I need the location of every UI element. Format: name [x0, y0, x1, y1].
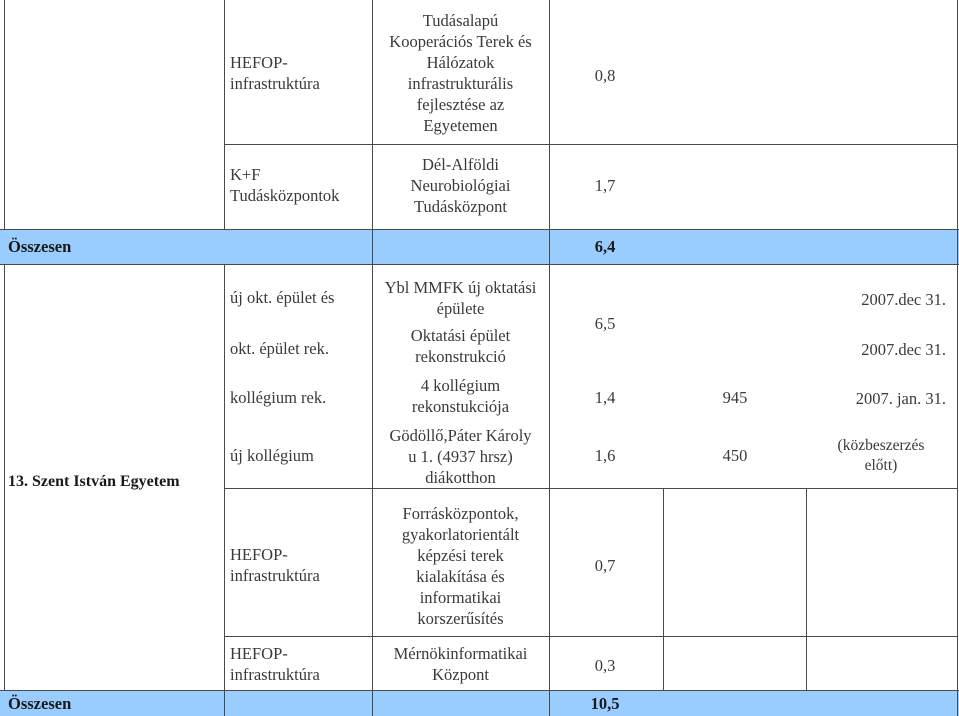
row-b-date: 2007.dec 31. — [861, 340, 946, 359]
row-d-amount: 1,6 — [594, 445, 616, 465]
grid-line — [224, 488, 958, 489]
row-d-program: új kollégium — [230, 446, 314, 465]
row1-program: HEFOP- infrastruktúra — [230, 52, 320, 93]
total-2-label: Összesen — [8, 693, 72, 713]
row-f-project: Mérnökinformatikai Központ — [393, 644, 528, 684]
row-c-amount: 1,4 — [594, 387, 616, 407]
grid-line — [224, 144, 958, 145]
total-1-amount: 6,4 — [594, 237, 616, 256]
row-a-program: új okt. épület és — [230, 288, 335, 307]
row-a-project: Ybl MMFK új oktatási épülete — [384, 278, 537, 318]
grid-line — [549, 0, 550, 716]
row2-project: Dél-Alföldi Neurobiológiai Tudásközpont — [410, 154, 511, 216]
grid-line — [224, 636, 958, 637]
row-d-project: Gödöllő,Páter Károly u 1. (4937 hrsz) diákotthon — [389, 425, 532, 487]
grid-line — [957, 0, 958, 716]
row-f-program: HEFOP- infrastruktúra — [230, 644, 320, 684]
row-e-program: HEFOP- infrastruktúra — [230, 545, 320, 585]
grid-line — [663, 488, 664, 690]
total-1-label: Összesen — [8, 237, 72, 256]
row-c-date: 2007. jan. 31. — [855, 389, 946, 408]
row1-amount: 0,8 — [594, 65, 616, 85]
grid-line — [4, 0, 5, 229]
row-c-project: 4 kollégium rekonstukciója — [411, 376, 510, 416]
university-name: 13. Szent István Egyetem — [8, 472, 180, 490]
row1-project: Tudásalapú Kooperációs Terek és Hálózatok infrastrukturális fejlesztése az Egyetemen — [389, 11, 532, 135]
grid-line — [4, 264, 5, 690]
row-a-date: 2007.dec 31. — [861, 290, 946, 309]
row-f-amount: 0,3 — [594, 655, 616, 675]
row-d-date: (közbeszerzés előtt) — [837, 437, 925, 474]
row-e-project: Forrásközpontok, gyakorlatorientált képzési terek kialakítása és informatikai korszerűsítés — [401, 504, 520, 628]
row2-amount: 1,7 — [594, 175, 616, 195]
grid-line — [0, 264, 959, 265]
grid-line — [224, 264, 225, 716]
row2-program: K+F Tudásközpontok — [230, 165, 340, 205]
row-b-program: okt. épület rek. — [230, 339, 329, 358]
grid-line — [806, 488, 807, 690]
row-b-project: Oktatási épület rekonstrukció — [410, 326, 511, 366]
row-e-amount: 0,7 — [594, 555, 616, 575]
row-c-program: kollégium rek. — [230, 388, 327, 407]
grid-line — [224, 0, 225, 229]
row-c-capacity: 945 — [722, 387, 748, 407]
row-d-capacity: 450 — [722, 445, 748, 465]
row-ab-amount: 6,5 — [594, 313, 616, 333]
total-2-amount: 10,5 — [590, 693, 620, 713]
